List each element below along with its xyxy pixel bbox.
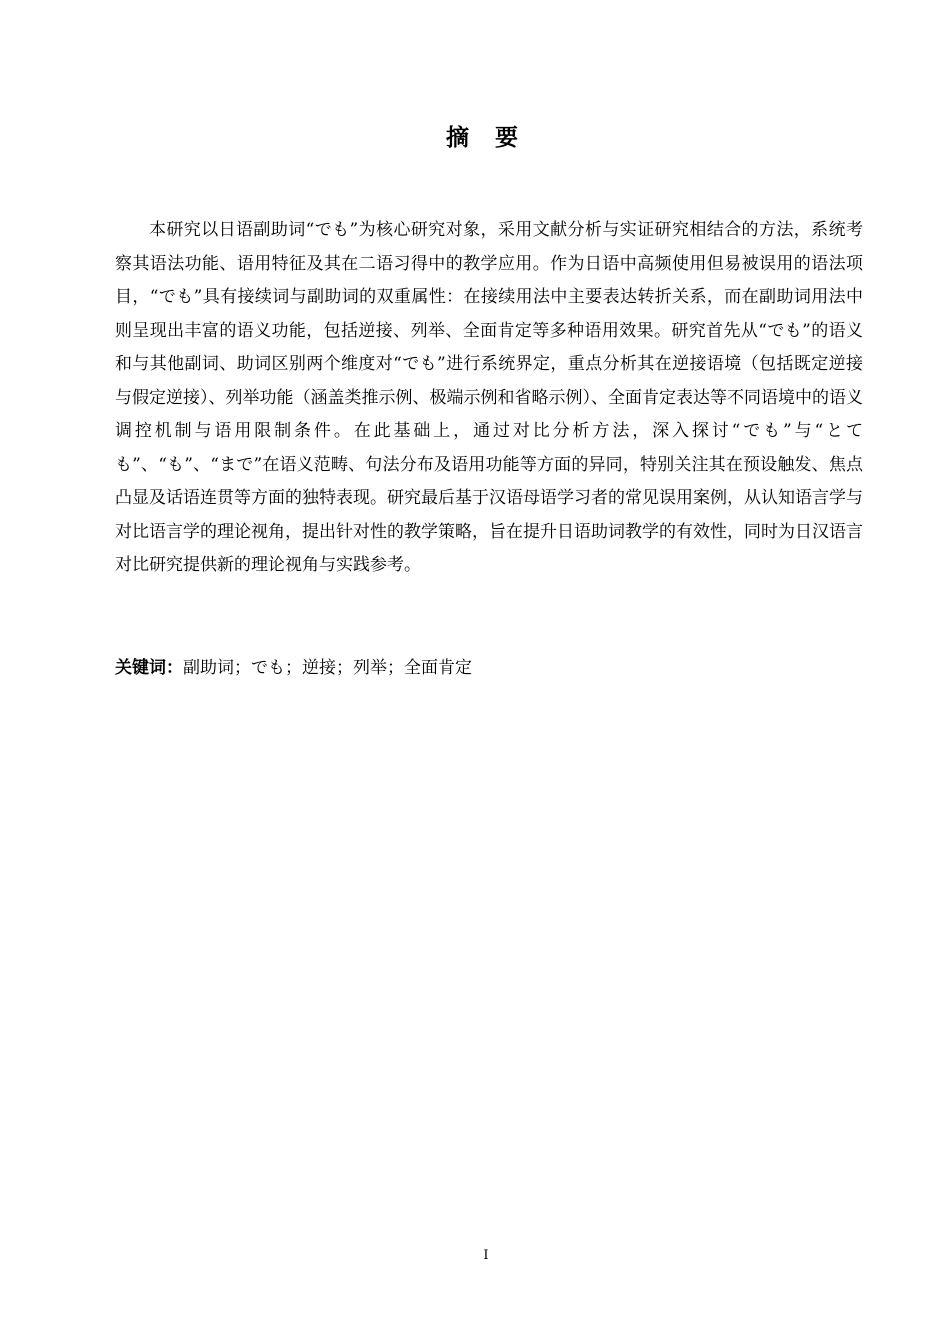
page-number: I — [483, 1248, 489, 1263]
keywords-line — [115, 654, 863, 682]
abstract-title: 摘要 — [446, 124, 544, 151]
keywords-label: 关键词： — [115, 658, 183, 678]
abstract-body: 本研究以日语副助词“でも”为核心研究对象，采用文献分析与实证研究相结合的方法，系统考察其语法功能、语用特征及其在二语习得中的教学应用。作为日语中高频使用但易被误用的语法项目，“でも”具有接续词与副助词的双重属性：在接续用法中主要表达转折关系，而在副助词用法中则呈现出丰富的语义功能，包括逆接、列举、全面肯定等多种语用效果。研究首先从“でも”的语义和与其他副词、助词区别两个维度对“でも”进行系统界定，重点分析其在逆接语境（包括既定逆接与假定逆接）、列举功能（涵盖类推示例、极端示例和省略示例）、全面肯定表达等不同语境中的语义调控机制与语用限制条件。在此基础上，通过对比分析方法，深入探讨“でも”与“とても”、“も”、“まで”在语义范畴、句法分布及语用功能等方面的异同，特别关注其在预设触发、焦点凸显及话语连贯等方面的独特表现。研究最后基于汉语母语学习者的常见误用案例，从认知语言学与对比语言学的理论视角，提出针对性的教学策略，旨在提升日语助词教学的有效性，同时为日汉语言对比研究提供新的理论视角与实践参考。 — [115, 220, 863, 575]
keywords-list: 副助词；でも；逆接；列举；全面肯定 — [183, 658, 472, 678]
